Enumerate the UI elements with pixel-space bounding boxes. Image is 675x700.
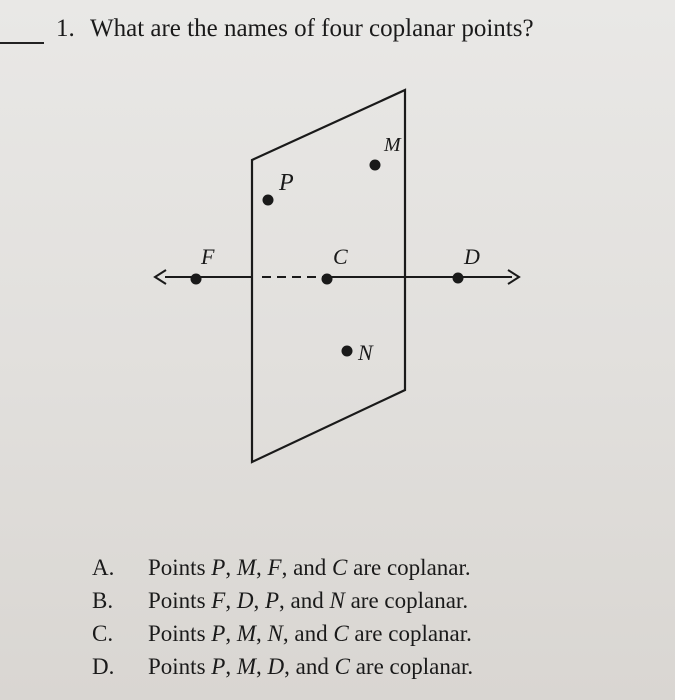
point-label-d: D xyxy=(464,244,480,269)
point-m-dot xyxy=(370,160,381,171)
question-text: What are the names of four coplanar points? xyxy=(90,15,534,42)
point-name: F xyxy=(211,588,226,613)
choice-text: are coplanar. xyxy=(349,654,474,679)
point-name: P xyxy=(211,654,226,679)
point-f-dot xyxy=(191,274,202,285)
point-name: P xyxy=(264,588,280,613)
choice-text: , and xyxy=(281,555,333,580)
point-name: M xyxy=(236,654,257,679)
point-n-dot xyxy=(342,346,353,357)
choice-text: , and xyxy=(279,588,330,613)
choice-text: are coplanar. xyxy=(344,588,469,613)
point-name: F xyxy=(267,555,282,580)
point-c-dot xyxy=(322,274,333,285)
point-label-f: F xyxy=(201,244,215,269)
choice-text: , and xyxy=(282,621,334,646)
point-name: M xyxy=(236,621,257,646)
choice-text: , xyxy=(253,588,265,613)
point-name: D xyxy=(236,588,254,613)
choice-d[interactable] xyxy=(92,650,473,683)
point-name: C xyxy=(334,654,350,679)
point-d-dot xyxy=(453,273,464,284)
point-name: N xyxy=(267,621,283,646)
choice-letter: D. xyxy=(92,654,115,679)
question-number: 1. xyxy=(56,15,75,42)
choice-letter: C. xyxy=(92,621,114,646)
choice-letter: B. xyxy=(92,588,114,613)
point-name: M xyxy=(236,555,257,580)
answer-choices xyxy=(92,551,473,683)
choice-text: , xyxy=(225,654,237,679)
point-name: P xyxy=(211,555,226,580)
point-name: P xyxy=(211,621,226,646)
choice-text: are coplanar. xyxy=(348,621,472,646)
left-arrowhead xyxy=(155,270,166,284)
choice-a[interactable] xyxy=(92,551,473,584)
point-name: N xyxy=(329,588,345,613)
choice-text: , xyxy=(225,555,237,580)
point-name: D xyxy=(267,654,285,679)
choice-text: , xyxy=(256,555,268,580)
choice-text: are coplanar. xyxy=(347,555,471,580)
point-p-dot xyxy=(263,195,274,206)
choice-text: Points xyxy=(148,654,212,679)
choice-text: Points xyxy=(148,588,212,613)
point-label-c: C xyxy=(333,244,348,269)
choice-text: , xyxy=(256,654,268,679)
choice-text: , xyxy=(225,588,237,613)
choice-c[interactable] xyxy=(92,617,473,650)
choice-text: , xyxy=(225,621,237,646)
choice-text: Points xyxy=(148,555,212,580)
choice-b[interactable] xyxy=(92,584,473,617)
point-name: C xyxy=(332,555,348,580)
point-label-n: N xyxy=(358,340,373,365)
choice-letter: A. xyxy=(92,555,115,580)
choice-text: , and xyxy=(284,654,335,679)
point-name: C xyxy=(333,621,349,646)
point-label-m: M xyxy=(384,134,401,156)
choice-text: , xyxy=(256,621,268,646)
point-label-p: P xyxy=(279,170,294,196)
choice-text: Points xyxy=(148,621,212,646)
